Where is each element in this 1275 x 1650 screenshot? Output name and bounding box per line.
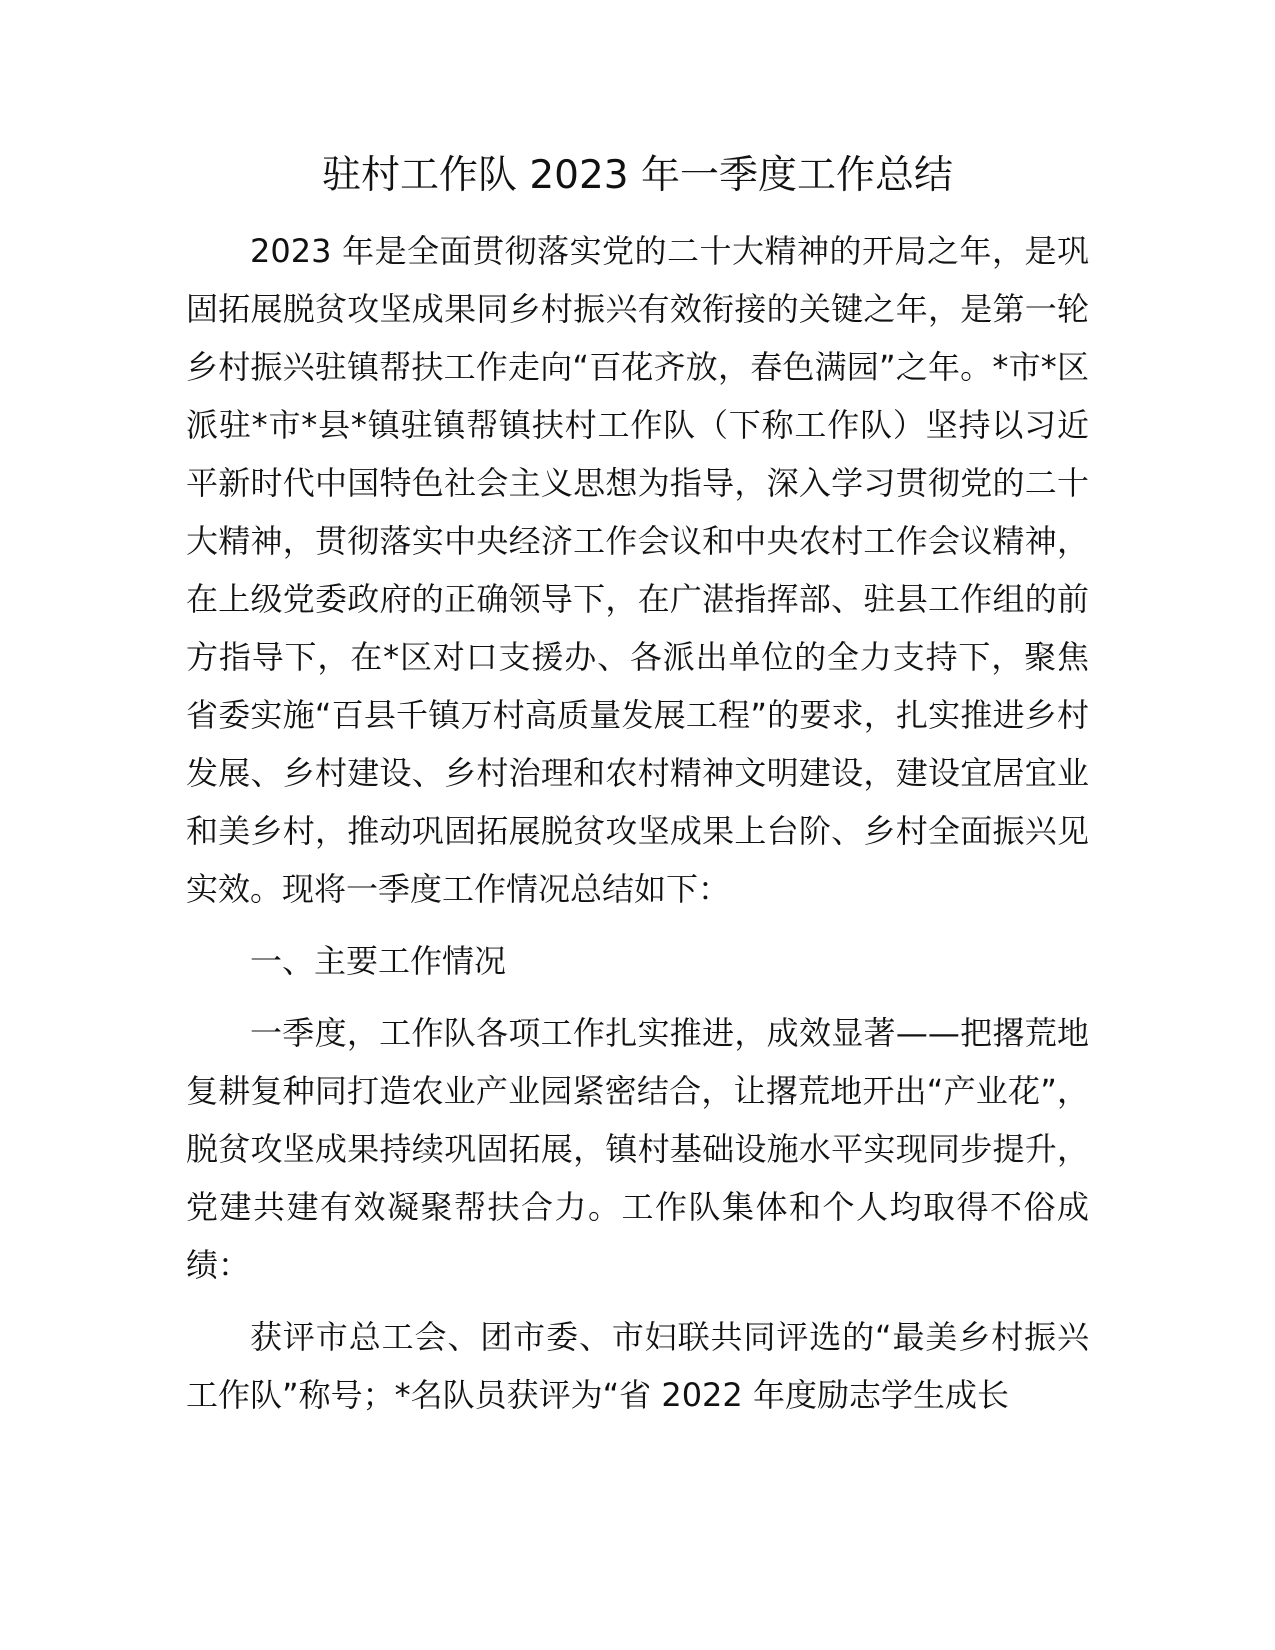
document-body (186, 222, 1089, 1424)
section-heading-main-work: 一、主要工作情况 (250, 942, 507, 980)
paragraph-awards: 获评市总工会、团市委、市妇联共同评选的“最美乡村振兴工作队”称号；*名队员获评为“省 2022 年度励志学生成长 (186, 1318, 1089, 1414)
paragraph-intro: 2023 年是全面贯彻落实党的二十大精神的开局之年，是巩固拓展脱贫攻坚成果同乡村振兴有效衔接的关键之年，是第一轮乡村振兴驻镇帮扶工作走向“百花齐放，春色满园”之年。*市*区派驻*市*县*镇驻镇帮镇扶村工作队（下称工作队）坚持以习近平新时代中国特色社会主义思想为指导，深入学习贯彻党的二十大精神，贯彻落实中央经济工作会议和中央农村工作会议精神，在上级党委政府的正确领导下，在广湛指挥部、驻县工作组的前方指导下，在*区对口支援办、各派出单位的全力支持下，聚焦省委实施“百县千镇万村高质量发展工程”的要求，扎实推进乡村发展、乡村建设、乡村治理和农村精神文明建设，建设宜居宜业和美乡村，推动巩固拓展脱贫攻坚成果上台阶、乡村全面振兴见实效。现将一季度工作情况总结如下： (186, 232, 1089, 908)
document-title: 驻村工作队 2023 年一季度工作总结 (321, 153, 954, 198)
paragraph-first-quarter-summary: 一季度，工作队各项工作扎实推进，成效显著——把撂荒地复耕复种同打造农业产业园紧密结合，让撂荒地开出“产业花”，脱贫攻坚成果持续巩固拓展，镇村基础设施水平实现同步提升，党建共建有效凝聚帮扶合力。工作队集体和个人均取得不俗成绩： (186, 1014, 1089, 1284)
